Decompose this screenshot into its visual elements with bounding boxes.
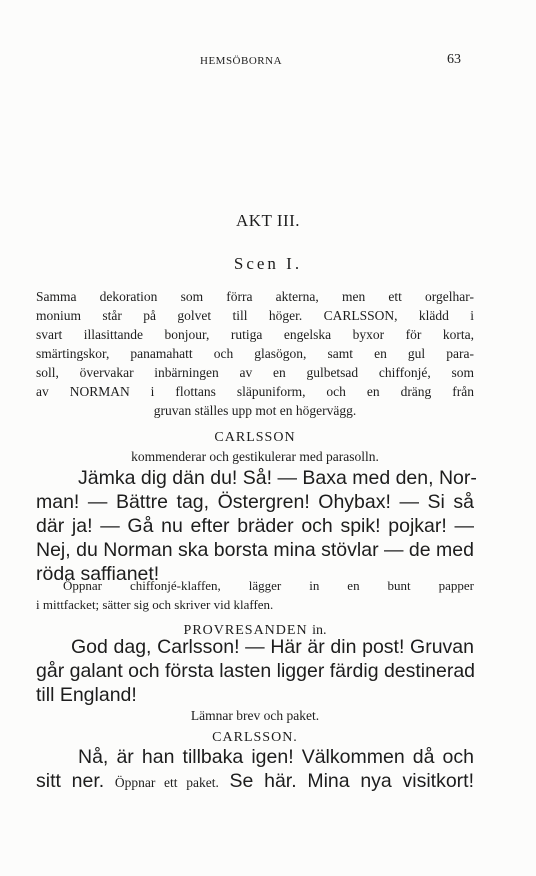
page-number: 63 bbox=[447, 52, 461, 67]
speaker-name: PROVRESANDEN bbox=[183, 623, 308, 638]
action-direction-line: i mittfacket; sätter sig och skriver vid klaffen. bbox=[36, 597, 274, 612]
stage-direction-line: soll, övervakar inbärningen av en gulbetsad chiffonjé, som bbox=[36, 365, 474, 380]
action-direction: Lämnar brev och paket. bbox=[190, 708, 320, 723]
speech-line: Nå, är han tillbaka igen! Välkommen då och bbox=[78, 746, 474, 768]
stage-direction-line: av NORMAN i flottans släpuniform, och en dräng från bbox=[36, 384, 474, 399]
speech-fragment: sitt ner. bbox=[36, 770, 105, 792]
stage-direction-line: monium står på golvet till höger. CARLSSON, klädd i bbox=[36, 308, 474, 323]
stage-direction-line: Samma dekoration som förra akterna, men ett orgelhar- bbox=[36, 289, 474, 304]
speaker-direction: in. bbox=[312, 623, 327, 638]
speech-line: röda saffianet! bbox=[36, 563, 160, 585]
speech-line: där ja! — Gå nu efter bräder och spik! pojkar! — bbox=[36, 515, 474, 537]
running-header: HEMSÖBORNA bbox=[200, 55, 283, 67]
speech-fragment: Se här. Mina nya visitkort! bbox=[229, 770, 474, 792]
stage-direction-line: smärtingskor, panamahatt och glasögon, samt en gul para- bbox=[36, 346, 474, 361]
speech-line: Nej, du Norman ska borsta mina stövlar — de med bbox=[36, 539, 474, 561]
stage-direction-line: gruvan ställes upp mot en högervägg. bbox=[153, 403, 357, 418]
speech-line: God dag, Carlsson! — Här är din post! Gruvan bbox=[71, 636, 474, 658]
speech-line: Jämka dig dän du! Så! — Baxa med den, Nor- bbox=[78, 467, 477, 489]
speech-line bbox=[36, 770, 474, 794]
inline-direction: Öppnar ett paket. bbox=[114, 775, 219, 790]
action-direction-line: Öppnar chiffonjé-klaffen, lägger in en bunt papper bbox=[63, 578, 474, 593]
action-direction: kommenderar och gestikulerar med parasolln. bbox=[131, 449, 379, 464]
scene-title: Scen I. bbox=[233, 254, 303, 273]
act-title: AKT III. bbox=[235, 211, 301, 230]
speech-line: går galant och första lasten ligger färdig destinerad bbox=[36, 660, 476, 682]
speaker-name: CARLSSON bbox=[214, 430, 296, 445]
stage-direction-line: svart illasittande bonjour, rutiga engelska byxor för korta, bbox=[36, 327, 474, 342]
speaker-name: CARLSSON. bbox=[212, 730, 298, 745]
speech-line: till England! bbox=[36, 684, 137, 706]
speech-line: man! — Bättre tag, Östergren! Ohybax! — Si så bbox=[36, 491, 474, 513]
